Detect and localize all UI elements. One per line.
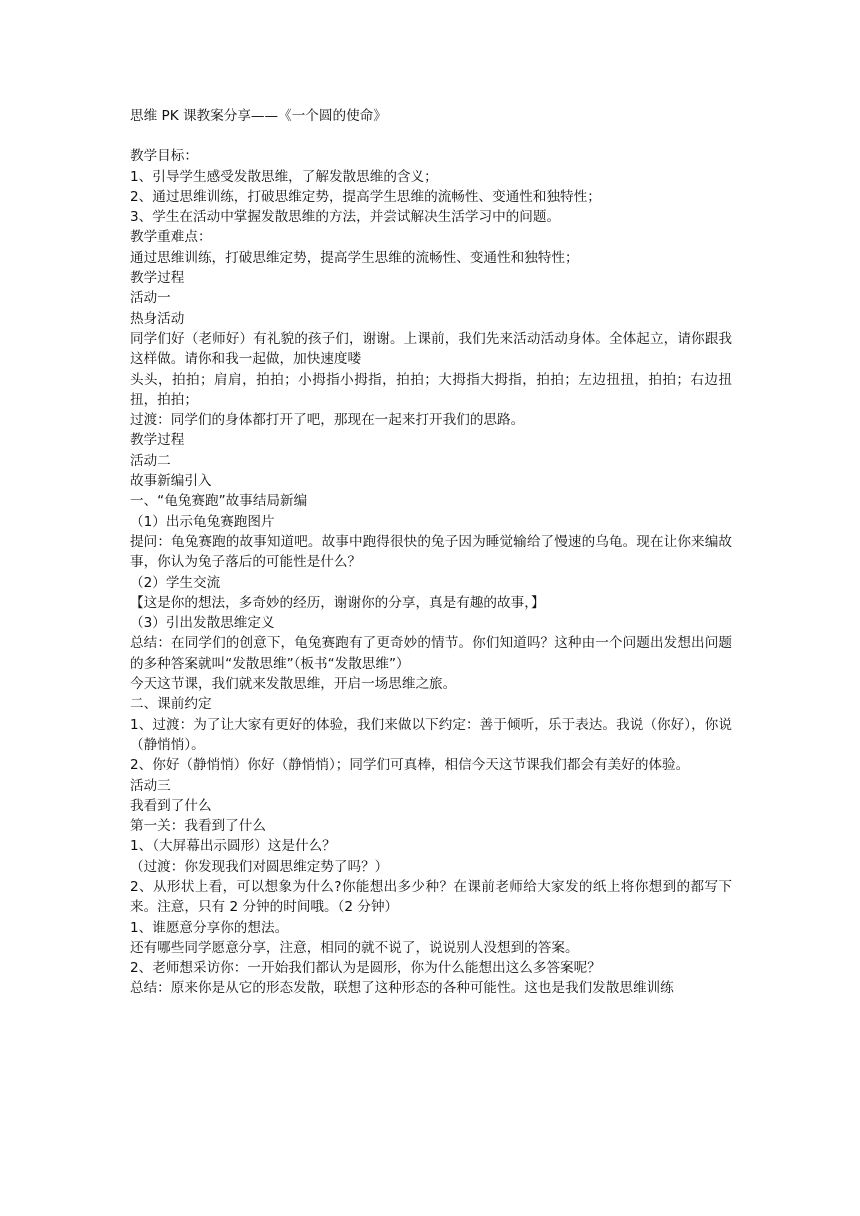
paragraph: 还有哪些同学愿意分享，注意，相同的就不说了，说说别人没想到的答案。 — [130, 939, 579, 956]
activity-label: 活动三 — [130, 777, 171, 794]
section-heading: 教学过程 — [130, 270, 185, 287]
activity-title: 热身活动 — [130, 310, 185, 327]
activity-title: 我看到了什么 — [130, 797, 212, 814]
activity-title: 故事新编引入 — [130, 473, 212, 490]
section-heading: 教学目标： — [130, 148, 198, 165]
subsection-heading: 第一关：我看到了什么 — [130, 818, 266, 835]
paragraph: （过渡：你发现我们对圆思维定势了吗？） — [130, 858, 389, 875]
paragraph: 提问：龟兔赛跑的故事知道吧。故事中跑得很快的兔子因为睡觉输给了慢速的乌龟。现在让你来编故事，你认为兔子落后的可能性是什么？ — [130, 533, 732, 571]
list-item: （3）引出发散思维定义 — [130, 615, 275, 632]
section-heading: 教学过程 — [130, 432, 185, 449]
list-item: 1、谁愿意分享你的想法。 — [130, 919, 289, 936]
paragraph: 1、过渡：为了让大家有更好的体验，我们来做以下约定：善于倾听，乐于表达。我说（你好），你说（静悄悄）。 — [130, 716, 732, 753]
list-item: 1、（大屏幕出示圆形）这是什么？ — [130, 838, 336, 855]
paragraph: 【这是你的想法，多奇妙的经历，谢谢你的分享，真是有趣的故事，】 — [130, 594, 545, 611]
paragraph: 头头，拍拍；肩肩，拍拍；小拇指小拇指，拍拍；大拇指大拇指，拍拍；左边扭扭，拍拍；右边扭扭，拍拍； — [130, 371, 732, 408]
activity-label: 活动一 — [130, 290, 171, 307]
paragraph: 总结：在同学们的创意下，龟兔赛跑有了更奇妙的情节。你们知道吗？这种由一个问题出发想出问题的多种答案就叫“发散思维”（板书“发散思维”） — [130, 635, 732, 672]
list-item: 1、引导学生感受发散思维，了解发散思维的含义； — [130, 168, 438, 185]
paragraph: 2、从形状上看，可以想象为什么?你能想出多少种？在课前老师给大家发的纸上将你想到的都写下来。注意，只有 2 分钟的时间哦。（2 分钟） — [130, 878, 732, 916]
subsection-heading: 一、“龟兔赛跑”故事结局新编 — [130, 493, 308, 510]
paragraph: 今天这节课，我们就来发散思维，开启一场思维之旅。 — [130, 676, 457, 693]
document-title: 思维 PK 课教案分享——《一个圆的使命》 — [130, 108, 387, 124]
section-heading: 教学重难点： — [130, 229, 212, 246]
paragraph: 总结：原来你是从它的形态发散，联想了这种形态的各种可能性。这也是我们发散思维训练 — [130, 980, 674, 997]
paragraph: 过渡：同学们的身体都打开了吧，那现在一起来打开我们的思路。 — [130, 412, 525, 429]
paragraph: 通过思维训练，打破思维定势，提高学生思维的流畅性、变通性和独特性； — [130, 249, 579, 266]
list-item: 2、老师想采访你：一开始我们都认为是圆形，你为什么能想出这么多答案呢？ — [130, 960, 601, 977]
document-page — [130, 106, 732, 999]
list-item: 3、学生在活动中掌握发散思维的方法，并尝试解决生活学习中的问题。 — [130, 209, 561, 226]
list-item: （1）出示龟兔赛跑图片 — [130, 513, 275, 530]
subsection-heading: 二、课前约定 — [130, 696, 212, 713]
activity-label: 活动二 — [130, 452, 171, 469]
list-item: 2、通过思维训练，打破思维定势，提高学生思维的流畅性、变通性和独特性； — [130, 188, 601, 205]
list-item: （2）学生交流 — [130, 574, 221, 591]
paragraph: 2、你好（静悄悄）你好（静悄悄）；同学们可真棒，相信今天这节课我们都会有美好的体验。 — [130, 757, 690, 774]
paragraph: 同学们好（老师好）有礼貌的孩子们，谢谢。上课前，我们先来活动活动身体。全体起立，请你跟我这样做。请你和我一起做，加快速度喽 — [130, 330, 732, 368]
